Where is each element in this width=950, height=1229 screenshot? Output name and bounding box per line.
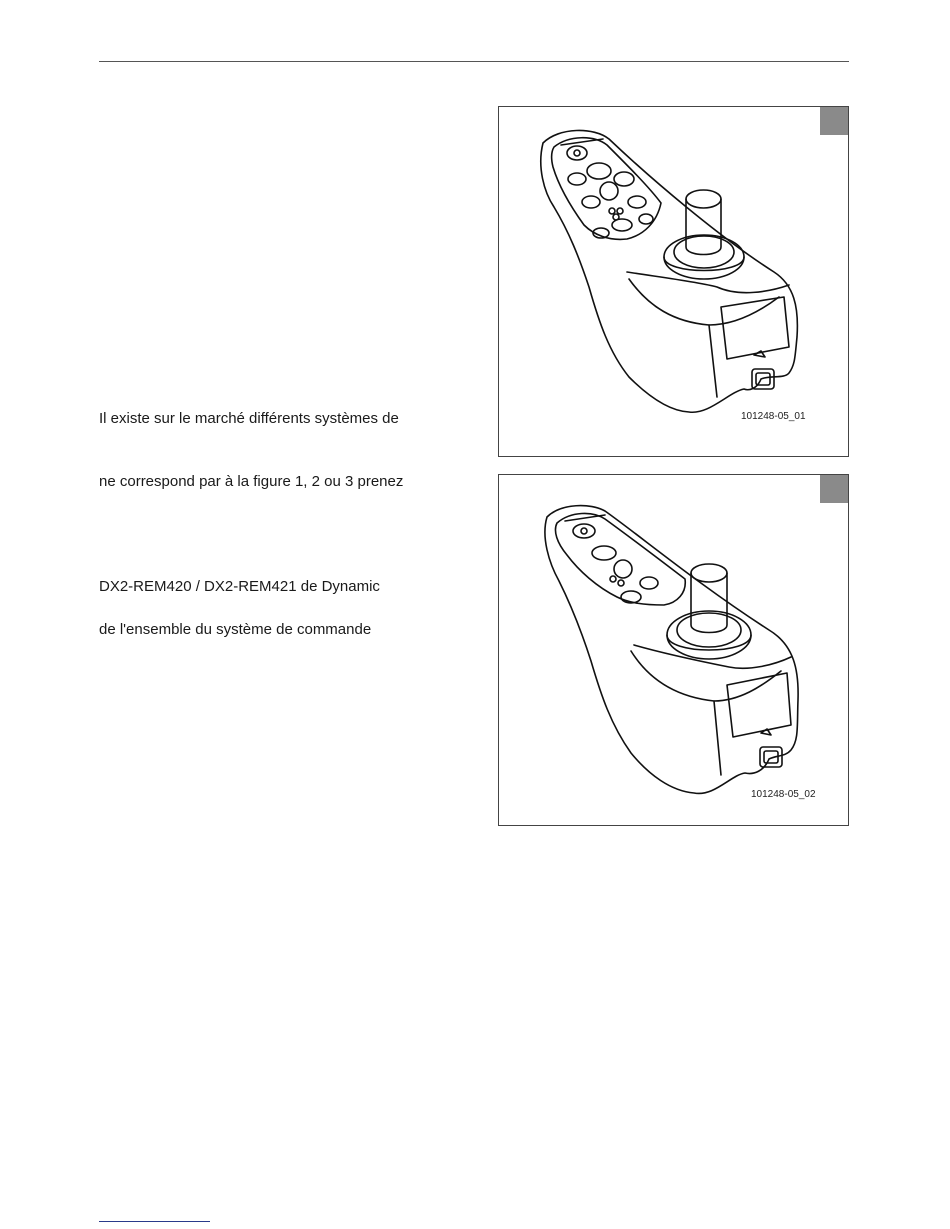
- body-text-line-1: Il existe sur le marché différents systèmes de: [99, 410, 399, 427]
- body-text-line-2: ne correspond par à la figure 1, 2 ou 3 prenez: [99, 473, 404, 490]
- body-text-line-4: de l'ensemble du système de commande: [99, 621, 372, 638]
- footer-rule: [99, 1221, 210, 1222]
- figure-2-caption: 101248-05_02: [751, 789, 816, 800]
- figure-2: [498, 474, 849, 826]
- header-rule: [99, 61, 849, 62]
- joystick-controller-illustration-1: [499, 107, 848, 456]
- joystick-controller-illustration-2: [499, 475, 848, 825]
- figure-1-caption: 101248-05_01: [741, 411, 806, 422]
- body-text-line-3: DX2-REM420 / DX2-REM421 de Dynamic: [99, 578, 380, 595]
- figure-1: [498, 106, 849, 457]
